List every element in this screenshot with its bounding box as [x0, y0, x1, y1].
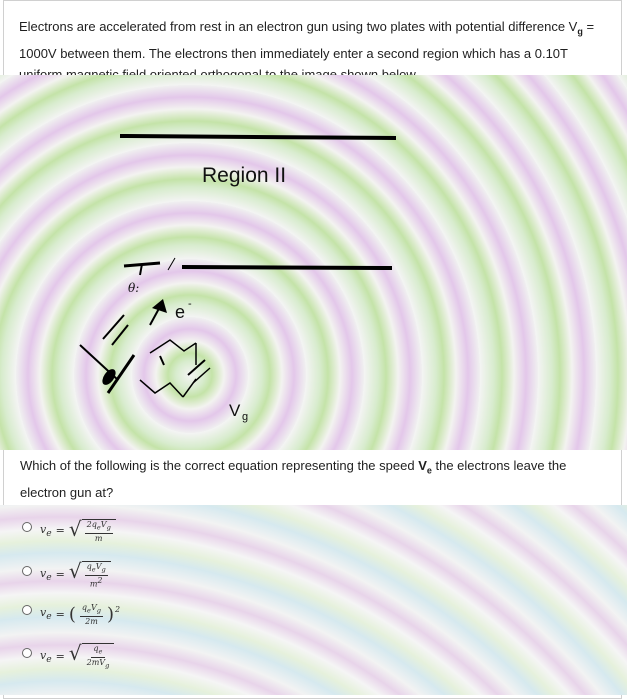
question-text: Electrons are accelerated from rest in an electron gun using two plates with potential difference $V_g = 1000V$ between them. The electrons then immediately enter a second region which has a 0.10T	[19, 19, 595, 61]
angle-reference-line	[168, 258, 175, 270]
equation-1: $v_e$ = √ $\frac{2q_eV_g}{m}$	[40, 519, 116, 543]
radio-button-4[interactable]	[22, 648, 32, 658]
option-4[interactable]	[22, 643, 114, 670]
equation-4: $v_e$ = √ $\frac{q_e}{2mV_g}$	[40, 643, 114, 670]
region-bottom-boundary	[182, 267, 392, 268]
region-label: Region II	[202, 164, 287, 187]
equation-3: $v_e$ = ( $\frac{q_eV_g}{2m}$ ) $^2$	[40, 603, 121, 626]
electron-label: e	[175, 302, 186, 322]
electron-charge: -	[188, 298, 192, 310]
gun-body	[112, 325, 128, 345]
option-1[interactable]	[22, 519, 116, 543]
voltage-subscript: g	[242, 411, 249, 423]
answer-options	[0, 505, 627, 695]
circuit-wire-top	[150, 340, 196, 353]
theta-label: θ:	[128, 281, 140, 295]
prompt-text: Which of the following is the correct equation representing the speed $V_e$ the electrons leave the electron gun at?	[20, 458, 567, 500]
region-top-boundary	[120, 136, 396, 138]
option-3[interactable]	[22, 603, 120, 626]
diagram-svg	[0, 75, 627, 450]
radio-button-1[interactable]	[22, 522, 32, 532]
electron-arrowhead	[152, 299, 167, 313]
circuit-node	[160, 356, 164, 365]
diagram	[0, 75, 627, 450]
circuit-wire-bottom	[140, 380, 183, 397]
battery-lead-bottom	[183, 379, 196, 397]
voltage-label: V	[229, 401, 241, 420]
radio-button-3[interactable]	[22, 605, 32, 615]
option-2[interactable]	[22, 561, 111, 588]
equation-2: $v_e$ = √ $\frac{q_eV_g}{m^2}$	[40, 561, 111, 588]
radio-button-2[interactable]	[22, 566, 32, 576]
